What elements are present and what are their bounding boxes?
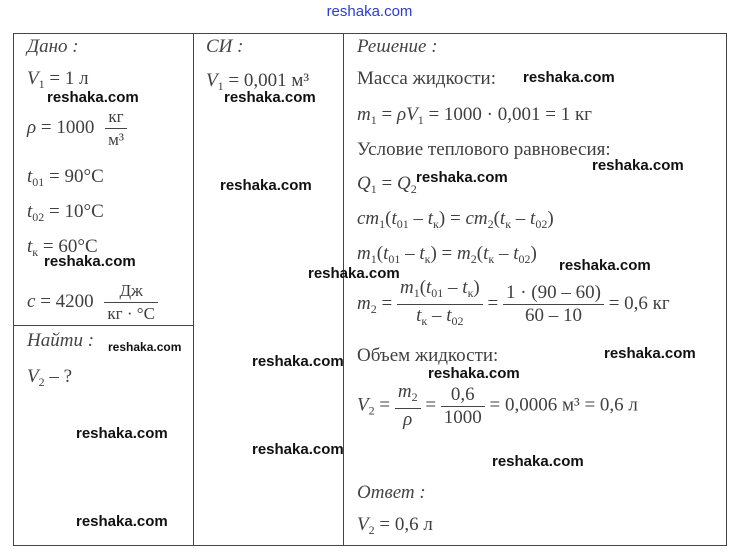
watermark: reshaka.com <box>108 340 182 354</box>
given-rho-value: 1000 <box>56 116 95 138</box>
column-divider-2 <box>343 34 344 545</box>
answer-header: Ответ : <box>357 482 426 503</box>
m2-value: = 0,6 кг <box>608 292 670 314</box>
given-tk: $t_к = 60^\circ C$ <box>27 236 98 259</box>
given-t01-value: 90°C <box>64 166 104 187</box>
watermark: reshaka.com <box>44 253 136 270</box>
v2-formula: $V_2$ = $\frac{m_2}{\rho}$ = $\frac{0,6}{1000}$ = 0,0006 м³ = 0,6 л <box>357 381 638 430</box>
si-v1: $V_1 = 0,001$ м³ <box>206 70 310 93</box>
given-rho-unit-den: м³ <box>108 130 124 149</box>
given-v1-value: 1 л <box>64 68 89 89</box>
si-header: СИ : <box>206 36 244 57</box>
answer-v2-value: 0,6 л <box>394 514 433 535</box>
solution-header: Решение : <box>357 36 438 57</box>
v2-value: = 0,0006 м³ = 0,6 л <box>489 394 638 416</box>
equilibrium-title: Условие теплового равновесия: <box>357 139 611 160</box>
given-find-divider <box>14 325 194 326</box>
watermark: reshaka.com <box>224 89 316 106</box>
watermark: reshaka.com <box>592 157 684 174</box>
m1-formula: $m_1 = \rho V_1 = 1000 \cdot 0,001 = 1$ кг <box>357 104 592 127</box>
watermark: reshaka.com <box>220 177 312 194</box>
find-v2: $V_2$ – ? <box>27 366 73 389</box>
v2-den: 1000 <box>443 406 482 428</box>
find-header: Найти : <box>27 330 95 351</box>
heat-simplified: $m_1(t_{01} - t_к) = m_2(t_к - t_{02})$ <box>357 243 537 266</box>
watermark: reshaka.com <box>416 169 508 186</box>
given-t02-value: 10°C <box>64 201 104 222</box>
given-rho-unit-num: кг <box>105 106 127 129</box>
site-link[interactable]: reshaka.com <box>326 3 413 20</box>
given-v1: $V_1 = 1$ л <box>27 68 89 91</box>
mass-title: Масса жидкости: <box>357 68 496 89</box>
si-v1-value: 0,001 м³ <box>243 70 310 91</box>
given-c: c = 4200 $\frac{Дж}{кг \cdot ^\circ C}$ <box>27 280 158 325</box>
watermark: reshaka.com <box>252 441 344 458</box>
given-c-value: 4200 <box>55 290 94 312</box>
watermark: reshaka.com <box>428 365 520 382</box>
heat-balance: $Q_1 = Q_2$ <box>357 173 417 196</box>
watermark: reshaka.com <box>47 89 139 106</box>
watermark: reshaka.com <box>76 513 168 530</box>
watermark: reshaka.com <box>252 353 344 370</box>
m2-num-result: 1 · (90 – 60) <box>503 282 604 305</box>
watermark: reshaka.com <box>76 425 168 442</box>
volume-title: Объем жидкости: <box>357 345 499 366</box>
given-t02: $t_{02} = 10^\circ C$ <box>27 201 104 224</box>
watermark: reshaka.com <box>492 453 584 470</box>
watermark: reshaka.com <box>604 345 696 362</box>
heat-expanded: $cm_1(t_{01} - t_к) = cm_2(t_к - t_{02})$ <box>357 208 554 231</box>
watermark: reshaka.com <box>559 257 651 274</box>
m2-formula: $m_2$ = $\frac{m_1(t_{01} - t_к)}{t_к - t_{02}}$ = $\frac{1 \cdot (90 - 60)}{60 - 10}$ = 0,6 кг <box>357 277 670 328</box>
answer-v2: $V_2 = 0,6$ л <box>357 514 433 537</box>
find-v2-value: – ? <box>49 366 73 387</box>
column-divider-1 <box>193 34 194 545</box>
watermark: reshaka.com <box>523 69 615 86</box>
given-t01: $t_{01} = 90^\circ C$ <box>27 166 104 189</box>
given-c-unit-den: кг · °C <box>107 304 155 323</box>
m2-den-result: 60 – 10 <box>524 305 582 326</box>
given-rho: ρ = 1000 $\frac{кг}{\text{м³}}$ <box>27 106 127 151</box>
v2-num: 0,6 <box>441 384 485 407</box>
given-tk-value: 60°C <box>58 236 98 257</box>
watermark: reshaka.com <box>308 265 400 282</box>
m1-calc: 1000 · 0,001 = 1 кг <box>443 104 592 125</box>
given-header: Дано : <box>27 36 79 57</box>
given-c-unit-num: Дж <box>104 280 158 303</box>
